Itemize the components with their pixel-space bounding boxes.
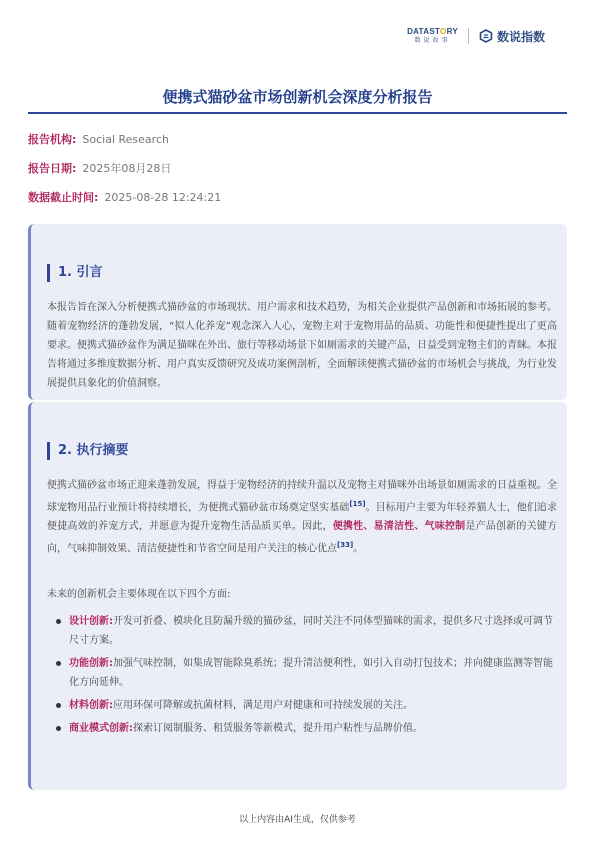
section-executive-summary: [28, 402, 567, 790]
logo-divider: [468, 28, 469, 44]
org-label: 报告机构:: [28, 133, 77, 146]
report-date: [28, 160, 171, 176]
org-value: Social Research: [82, 133, 169, 146]
list-item: 功能创新:加强气味控制，如集成智能除臭系统；提升清洁便利性，如引入自动打包技术；并向健康监测等智能化方向延伸。: [47, 654, 557, 692]
section-body: 本报告旨在深入分析便携式猫砂盆的市场现状、用户需求和技术趋势，为相关企业提供产品创新和市场拓展的参考。随着宠物经济的蓬勃发展，“拟人化养宠”观念深入人心，宠物主对于宠物用品的品质、功能性和便捷性提出了更高要求。便携式猫砂盆作为满足猫咪在外出、旅行等移动场景下如厕需求的关键产品，日益受到宠物主们的青睐。本报告将通过多维度数据分析、用户真实反馈研究及成功案例剖析，全面解读便携式猫砂盆的市场机会与挑战，为行业发展提供具象化的价值洞察。: [47, 302, 557, 389]
key-highlight: 便携性、易清洁性、气味控制: [332, 521, 466, 533]
section-title: 2. 执行摘要: [47, 442, 129, 460]
datastory-logo: DATASTORY 数说故事: [407, 27, 458, 44]
brand-mark-icon: [479, 29, 493, 43]
cutoff-label: 数据截止时间:: [28, 191, 99, 204]
date-label: 报告日期:: [28, 162, 77, 175]
list-item: 材料创新:应用环保可降解或抗菌材料，满足用户对健康和可持续发展的关注。: [47, 696, 557, 715]
list-item: 商业模式创新:探索订阅制服务、租赁服务等新模式，提升用户粘性与品牌价值。: [47, 719, 557, 738]
summary-paragraph: 便携式猫砂盆市场正迎来蓬勃发展，得益于宠物经济的持续升温以及宠物主对猫咪外出场景如厕需求的日益重视。全球宠物用品行业预计将持续增长，为便携式猫砂盆市场奠定坚实基础[15]。目标用户主要为年轻养猫人士，他们追求便捷高效的养宠方式，并愿意为提升宠物生活品质买单。因此，便携性、易清洁性、气味控制是产品创新的关键方向，气味抑制效果、清洁便捷性和节省空间是用户关注的核心优点[33]。: [47, 480, 558, 555]
report-title: 便携式猫砂盆市场创新机会深度分析报告: [162, 88, 433, 106]
summary-intro-line: 未来的创新机会主要体现在以下四个方面:: [47, 589, 231, 600]
title-divider: [28, 112, 567, 114]
footer-disclaimer: 以上内容由AI生成，仅供参考: [239, 815, 356, 825]
shuoshuo-index-logo: 数说指数: [479, 28, 545, 45]
header-logos: [407, 24, 545, 48]
data-cutoff: [28, 189, 221, 205]
innovation-list: [47, 612, 557, 742]
cutoff-value: 2025-08-28 12:24:21: [104, 191, 222, 204]
citation-link[interactable]: [15]: [349, 500, 366, 508]
section-title: 1. 引言: [47, 264, 103, 282]
list-item: 设计创新:开发可折叠、模块化且防漏升级的猫砂盆，同时关注不同体型猫咪的需求，提供多尺寸选择或可调节尺寸方案。: [47, 612, 557, 650]
section-introduction: [28, 224, 567, 400]
citation-link[interactable]: [33]: [337, 541, 354, 550]
date-value: 2025年08月28日: [82, 162, 172, 175]
report-org: [28, 131, 169, 147]
